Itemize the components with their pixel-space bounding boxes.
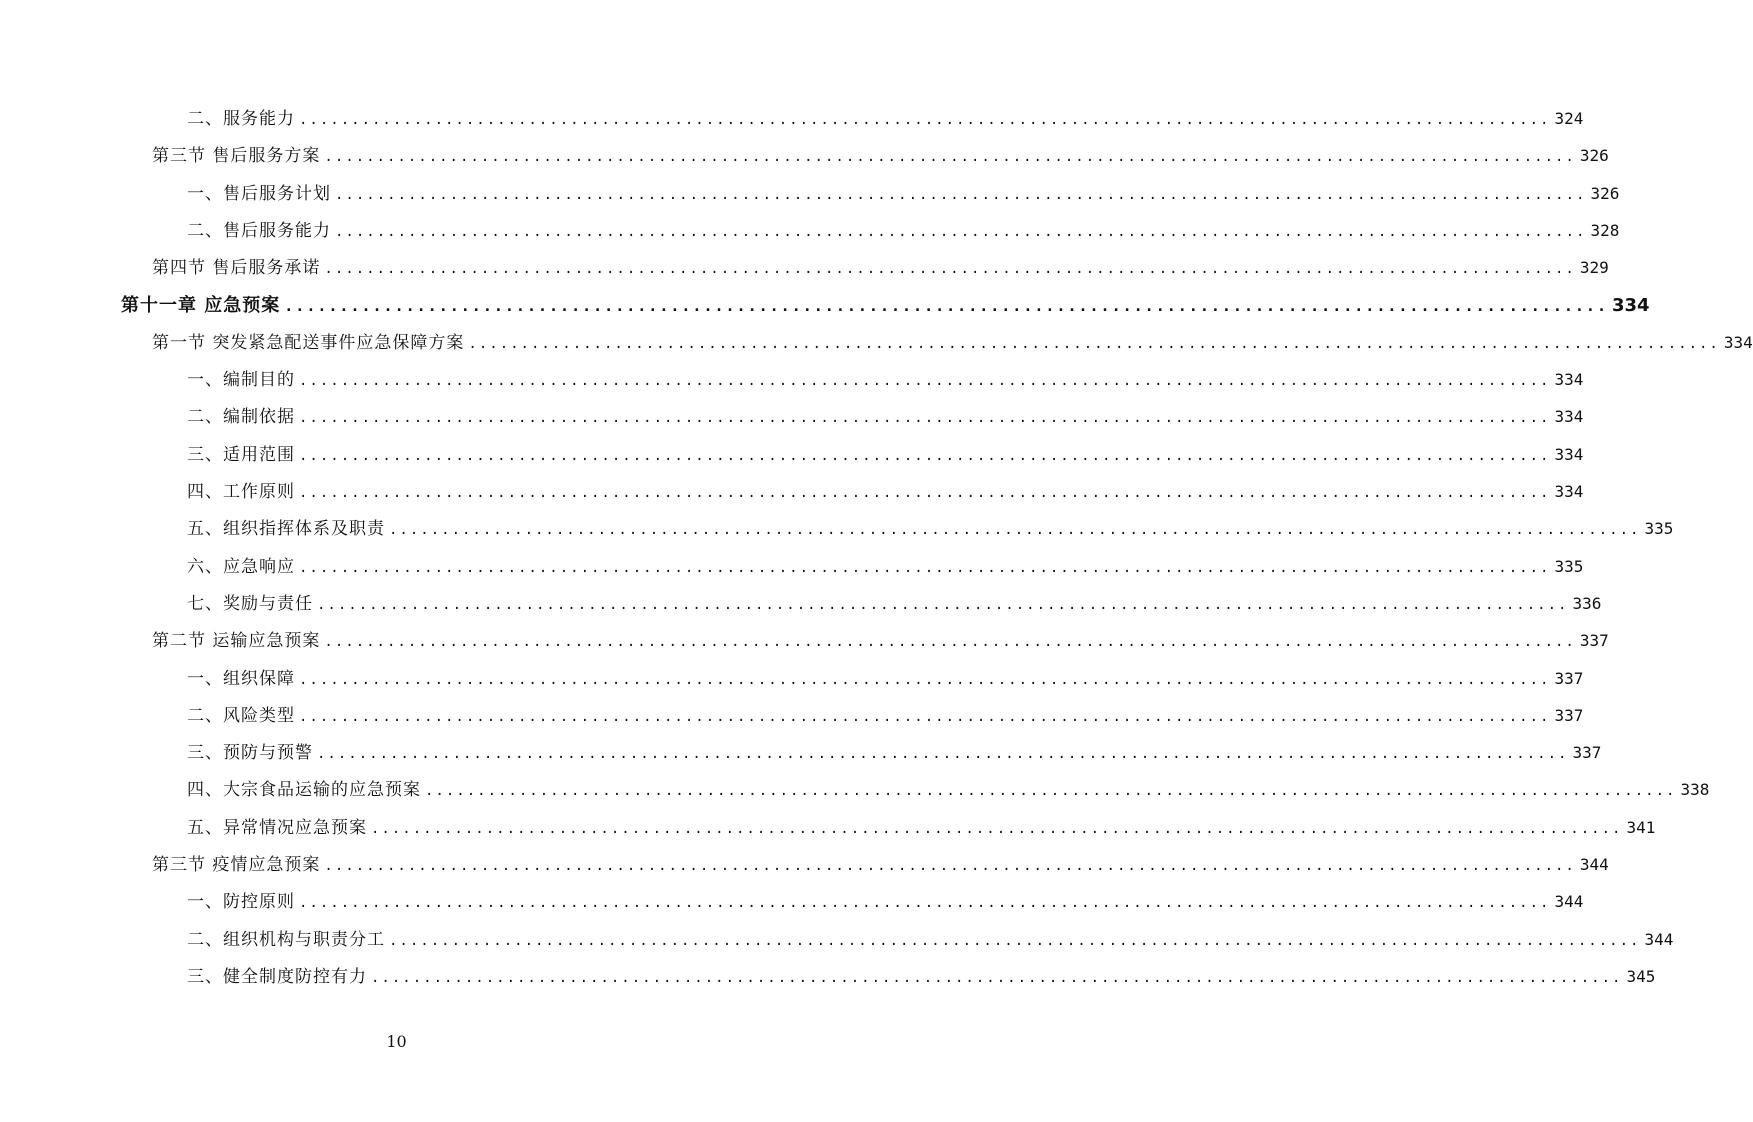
toc-leader-dots: ........................................................................................................................ — [324, 634, 1576, 651]
toc-entry-label: 二、售后服务能力 — [187, 220, 331, 241]
toc-entry[interactable] — [152, 249, 1609, 286]
toc-entry-label: 五、异常情况应急预案 — [187, 817, 367, 838]
toc-entry-page: 326 — [1590, 183, 1620, 203]
toc-entry[interactable] — [187, 361, 1584, 398]
toc-entry-page: 337 — [1572, 743, 1602, 763]
toc-entry[interactable] — [187, 398, 1584, 435]
toc-entry-label: 三、适用范围 — [187, 444, 295, 465]
toc-entry-page: 334 — [1554, 370, 1584, 390]
toc-leader-dots: ........................................................................................................................ — [284, 296, 1608, 315]
toc-entry-label: 第三节 售后服务方案 — [152, 146, 321, 167]
toc-leader-dots: ........................................................................................................................ — [335, 186, 1587, 203]
toc-entry-label: 六、应急响应 — [187, 556, 295, 577]
toc-entry-page: 324 — [1554, 109, 1584, 128]
toc-entry[interactable] — [187, 100, 1584, 137]
toc-entry-page: 334 — [1554, 482, 1584, 501]
toc-leader-dots: ........................................................................................................................ — [299, 447, 1551, 464]
toc-entry[interactable] — [121, 287, 1650, 324]
toc-entry-label: 四、大宗食品运输的应急预案 — [187, 780, 421, 801]
toc-entry-label: 二、风险类型 — [187, 705, 295, 726]
toc-leader-dots: ........................................................................................................................ — [299, 708, 1551, 725]
toc-entry[interactable] — [152, 622, 1609, 659]
toc-leader-dots: ........................................................................................................................ — [299, 410, 1551, 427]
toc-entry[interactable] — [152, 324, 1753, 361]
toc-entry-label: 七、奖励与责任 — [187, 593, 313, 614]
toc-entry[interactable] — [187, 585, 1602, 622]
toc-entry-page: 337 — [1554, 668, 1584, 688]
toc-entry-label: 三、预防与预警 — [187, 743, 313, 764]
toc-leader-dots: ........................................................................................................................ — [335, 223, 1587, 240]
toc-entry[interactable] — [187, 660, 1584, 697]
toc-leader-dots: ........................................................................................................................ — [389, 932, 1641, 949]
toc-entry-page: 335 — [1644, 519, 1674, 539]
toc-entry[interactable] — [187, 883, 1584, 920]
toc-entry[interactable] — [187, 473, 1584, 510]
toc-leader-dots: ........................................................................................................................ — [389, 522, 1641, 539]
toc-leader-dots: ........................................................................................................................ — [468, 335, 1720, 352]
toc-entry-label: 第十一章 应急预案 — [121, 294, 281, 316]
toc-entry[interactable] — [187, 697, 1584, 734]
toc-leader-dots: ........................................................................................................................ — [299, 895, 1551, 912]
toc-entry[interactable] — [187, 212, 1620, 249]
toc-leader-dots: ........................................................................................................................ — [317, 596, 1569, 613]
toc-leader-dots: ........................................................................................................................ — [299, 671, 1551, 688]
toc-entry-page: 344 — [1644, 929, 1674, 949]
toc-entry-label: 第三节 疫情应急预案 — [152, 855, 321, 875]
toc-entry[interactable] — [187, 921, 1674, 958]
toc-entry-page: 329 — [1579, 258, 1609, 278]
toc-leader-dots: ........................................................................................................................ — [371, 820, 1623, 837]
toc-entry-label: 一、售后服务计划 — [187, 183, 331, 204]
toc-entry-page: 336 — [1572, 593, 1602, 613]
toc-leader-dots: ........................................................................................................................ — [299, 373, 1551, 390]
toc-entry[interactable] — [152, 846, 1609, 883]
toc-entry[interactable] — [187, 436, 1584, 473]
toc-entry-label: 第四节 售后服务承诺 — [152, 258, 321, 279]
toc-leader-dots: ........................................................................................................................ — [299, 485, 1551, 501]
toc-entry[interactable] — [187, 771, 1710, 808]
toc-entry-page: 338 — [1680, 780, 1710, 800]
toc-entry[interactable] — [187, 510, 1674, 547]
toc-entry-label: 二、服务能力 — [187, 109, 295, 129]
toc-leader-dots: ........................................................................................................................ — [317, 746, 1569, 763]
toc-entry[interactable] — [187, 734, 1602, 771]
toc-entry-label: 一、组织保障 — [187, 668, 295, 689]
toc-entry[interactable] — [187, 809, 1656, 846]
toc-leader-dots: ........................................................................................................................ — [371, 969, 1623, 986]
toc-entry-page: 334 — [1723, 332, 1753, 352]
toc-entry-label: 第二节 运输应急预案 — [152, 631, 321, 652]
toc-leader-dots: ........................................................................................................................ — [324, 149, 1576, 166]
toc-entry-page: 328 — [1590, 220, 1620, 240]
page-number: 10 — [386, 1032, 407, 1051]
toc-entry-label: 四、工作原则 — [187, 482, 295, 502]
toc-entry-label: 一、防控原则 — [187, 892, 295, 913]
toc-leader-dots: ........................................................................................................................ — [299, 112, 1551, 128]
toc-entry[interactable] — [187, 958, 1656, 995]
toc-entry-page: 334 — [1611, 294, 1650, 316]
toc-entry-label: 第一节 突发紧急配送事件应急保障方案 — [152, 332, 465, 353]
toc-entry-page: 344 — [1554, 892, 1584, 912]
toc-entry-label: 二、组织机构与职责分工 — [187, 929, 385, 950]
toc-entry-page: 344 — [1579, 855, 1609, 874]
toc-leader-dots: ........................................................................................................................ — [299, 559, 1551, 576]
toc-entry-page: 345 — [1626, 966, 1656, 986]
toc-entry-label: 一、编制目的 — [187, 370, 295, 391]
toc-leader-dots: ........................................................................................................................ — [425, 783, 1677, 800]
toc-entry-page: 334 — [1554, 407, 1584, 427]
toc-entry-label: 二、编制依据 — [187, 407, 295, 428]
toc-entry[interactable] — [187, 548, 1584, 585]
toc-entry-page: 337 — [1579, 631, 1609, 651]
toc-entry-page: 334 — [1554, 444, 1584, 464]
toc-entry-page: 341 — [1626, 817, 1656, 837]
toc-entry[interactable] — [187, 175, 1620, 212]
toc-entry-label: 三、健全制度防控有力 — [187, 966, 367, 987]
toc-entry-page: 326 — [1579, 146, 1609, 166]
toc-entry-label: 五、组织指挥体系及职责 — [187, 519, 385, 540]
toc-entry-page: 337 — [1554, 705, 1584, 725]
toc-leader-dots: ........................................................................................................................ — [324, 261, 1576, 278]
toc-entry-page: 335 — [1554, 556, 1584, 576]
toc-entry[interactable] — [152, 137, 1609, 174]
toc-leader-dots: ........................................................................................................................ — [324, 858, 1576, 874]
